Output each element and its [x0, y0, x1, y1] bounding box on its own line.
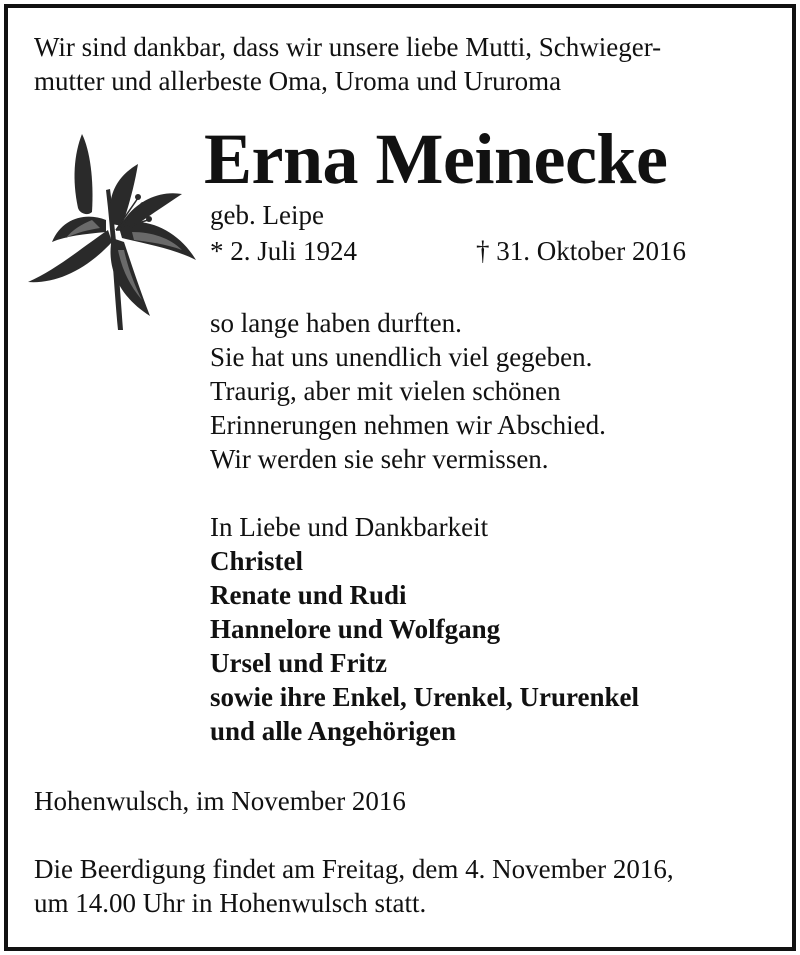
funeral-line-2: um 14.00 Uhr in Hohenwulsch statt. — [34, 888, 427, 918]
body-line-2: Sie hat uns unendlich viel gegeben. — [210, 342, 593, 372]
mourner-name: Ursel und Fritz — [210, 648, 387, 678]
mourner-name: und alle Angehörigen — [210, 716, 457, 746]
lily-icon — [22, 120, 208, 330]
birth-date: * 2. Juli 1924 — [210, 236, 358, 266]
body-line-1: so lange haben durften. — [210, 308, 462, 338]
place-date: Hohenwulsch, im November 2016 — [34, 786, 406, 816]
maiden-name: geb. Leipe — [210, 200, 324, 230]
deceased-name: Erna Meinecke — [204, 119, 668, 199]
mourners-intro: In Liebe und Dankbarkeit — [210, 512, 489, 542]
mourner-name: sowie ihre Enkel, Urenkel, Ururenkel — [210, 682, 640, 712]
mourner-name: Christel — [210, 546, 303, 576]
intro-line-1: Wir sind dankbar, dass wir unsere liebe Mutti, Schwieger- — [34, 32, 662, 62]
body-line-5: Wir werden sie sehr vermissen. — [210, 444, 549, 474]
mourner-name: Hannelore und Wolfgang — [210, 614, 501, 644]
mourner-name: Renate und Rudi — [210, 580, 407, 610]
body-line-4: Erinnerungen nehmen wir Abschied. — [210, 410, 606, 440]
intro-line-2: mutter und allerbeste Oma, Uroma und Ururoma — [34, 66, 562, 96]
funeral-line-1: Die Beerdigung findet am Freitag, dem 4. November 2016, — [34, 854, 674, 884]
death-date: † 31. Oktober 2016 — [476, 236, 686, 266]
body-line-3: Traurig, aber mit vielen schönen — [210, 376, 561, 406]
